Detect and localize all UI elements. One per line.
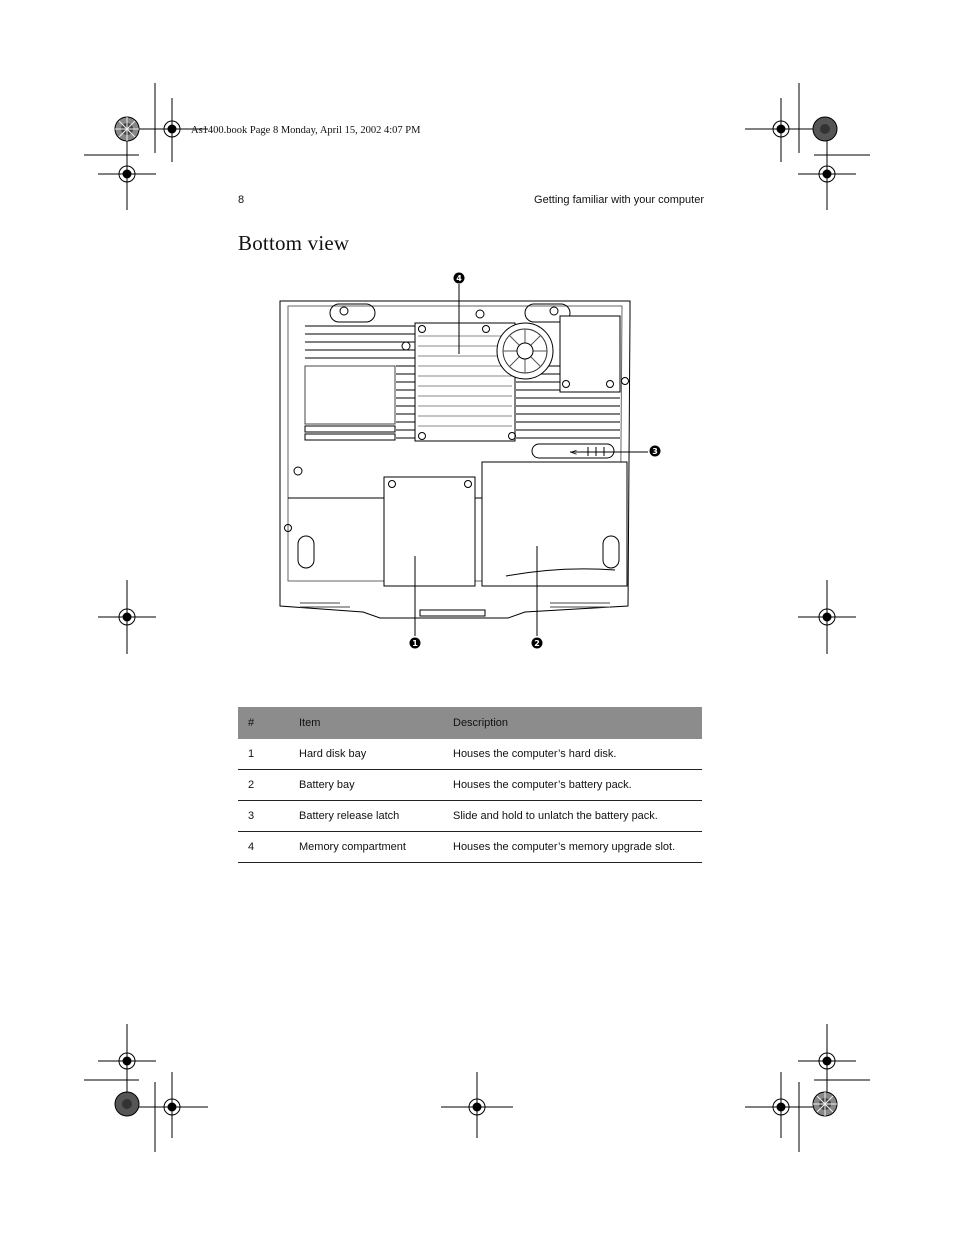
print-slug-line: As1400.book Page 8 Monday, April 15, 2002 4:07 PM <box>191 125 421 136</box>
row-description: Slide and hold to unlatch the battery pack. <box>443 801 702 832</box>
row-number: 1 <box>238 739 289 770</box>
table-row <box>238 739 702 770</box>
color-target-icon <box>115 1092 139 1116</box>
row-item: Battery bay <box>289 770 443 801</box>
bottom-view-illustration <box>270 266 670 656</box>
star-target-icon <box>813 1092 837 1116</box>
registration-mark-icon <box>98 580 156 654</box>
row-description: Houses the computer’s memory upgrade slot. <box>443 832 702 863</box>
registration-mark-icon <box>136 1072 208 1138</box>
registration-mark-icon <box>98 140 156 210</box>
table-row <box>238 801 702 832</box>
registration-mark-icon <box>441 1072 513 1138</box>
row-description: Houses the computer’s hard disk. <box>443 739 702 770</box>
callout-1 <box>410 638 421 649</box>
row-number: 3 <box>238 801 289 832</box>
registration-mark-icon <box>798 140 856 210</box>
registration-mark-icon <box>798 1024 856 1094</box>
row-item: Battery release latch <box>289 801 443 832</box>
running-header: Getting familiar with your computer <box>534 194 704 206</box>
bottom-view-table <box>238 707 702 863</box>
registration-mark-icon <box>745 98 817 162</box>
column-header-number: # <box>238 707 289 739</box>
column-header-description: Description <box>443 707 702 739</box>
row-number: 4 <box>238 832 289 863</box>
svg-text:<: < <box>570 448 578 458</box>
callout-3 <box>650 446 661 457</box>
row-description: Houses the computer’s battery pack. <box>443 770 702 801</box>
callout-4 <box>454 273 465 284</box>
callout-1-label: 1 <box>412 639 418 648</box>
registration-mark-icon <box>798 580 856 654</box>
row-item: Hard disk bay <box>289 739 443 770</box>
row-number: 2 <box>238 770 289 801</box>
callout-4-label: 4 <box>456 274 462 283</box>
table-row <box>238 832 702 863</box>
callout-2 <box>532 638 543 649</box>
table-header-row <box>238 707 702 739</box>
color-target-icon <box>813 117 837 141</box>
star-target-icon <box>115 117 139 141</box>
callout-3-label: 3 <box>652 447 658 456</box>
section-title: Bottom view <box>238 231 350 255</box>
registration-mark-icon <box>745 1072 817 1138</box>
row-item: Memory compartment <box>289 832 443 863</box>
callout-2-label: 2 <box>534 639 540 648</box>
table-row <box>238 770 702 801</box>
registration-mark-icon <box>98 1024 156 1094</box>
page-number: 8 <box>238 194 245 206</box>
column-header-item: Item <box>289 707 443 739</box>
